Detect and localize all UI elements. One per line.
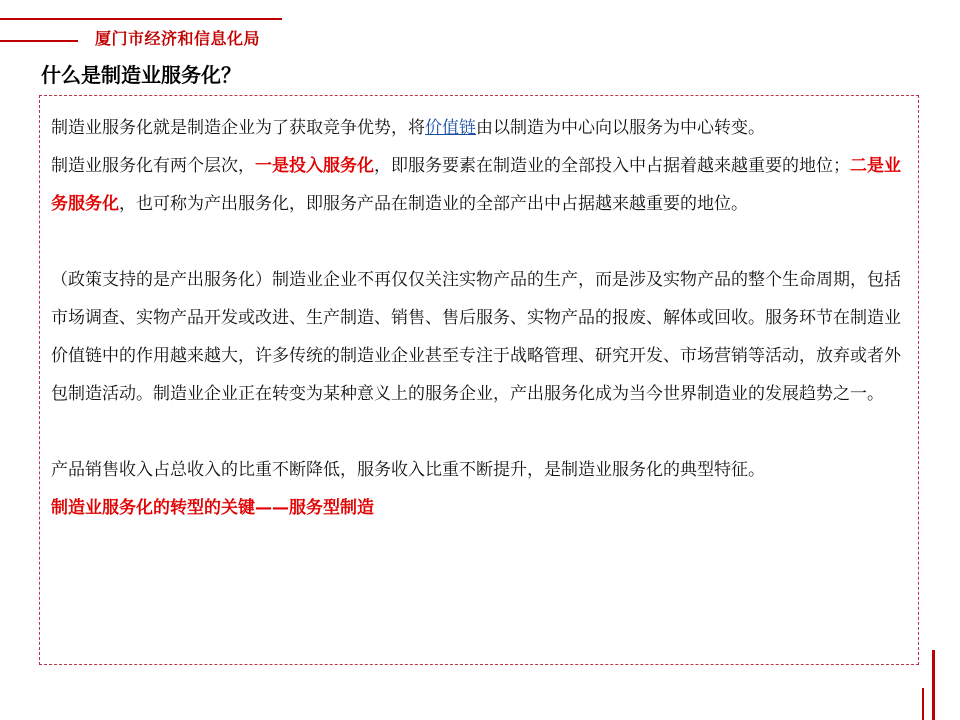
paragraph-feature: 产品销售收入占总收入的比重不断降低，服务收入比重不断提升，是制造业服务化的典型特征。	[51, 460, 765, 480]
header-rule-short	[0, 40, 78, 42]
paragraph-spacer	[51, 223, 907, 261]
header-rule-long	[0, 18, 282, 20]
highlight-input-servitization: 一是投入服务化	[255, 156, 374, 176]
paragraph-levels-text-2: ，即服务要素在制造业的全部投入中占据着越来越重要的地位；	[374, 156, 850, 176]
value-chain-link[interactable]: 价值链	[425, 118, 476, 138]
paragraph-levels-text-1: 制造业服务化有两个层次，	[51, 156, 255, 176]
paragraph-definition-text-before: 制造业服务化就是制造企业为了获取竞争优势，将	[51, 118, 425, 138]
paragraph-definition	[51, 109, 907, 147]
paragraph-levels-text-3: ，也可称为产出服务化，即服务产品在制造业的全部产出中占据越来越重要的地位。	[119, 194, 748, 214]
slide-title: 什么是制造业服务化？	[41, 63, 241, 87]
paragraph-spacer	[51, 413, 907, 451]
content-box	[39, 95, 919, 665]
corner-rule-short	[922, 688, 924, 720]
paragraph-key-transformation: 制造业服务化的转型的关键——服务型制造	[51, 498, 374, 518]
corner-rule-tall	[932, 650, 935, 720]
org-name: 厦门市经济和信息化局	[95, 29, 261, 48]
content-body	[51, 109, 907, 527]
highlight-business-servitization: 二是业务服务化	[51, 156, 901, 214]
paragraph-output-servitization: （政策支持的是产出服务化）制造业企业不再仅仅关注实物产品的生产，而是涉及实物产品的整个生命周期，包括市场调查、实物产品开发或改进、生产制造、销售、售后服务、实物产品的报废、解体或回收。服务环节在制造业价值链中的作用越来越大，许多传统的制造业企业甚至专注于战略管理、研究开发、市场营销等活动，放弃或者外包制造活动。制造业企业正在转变为某种意义上的服务企业，产出服务化成为当今世界制造业的发展趋势之一。	[51, 270, 901, 404]
paragraph-levels	[51, 147, 907, 223]
paragraph-definition-text-after: 由以制造为中心向以服务为中心转变。	[476, 118, 765, 138]
